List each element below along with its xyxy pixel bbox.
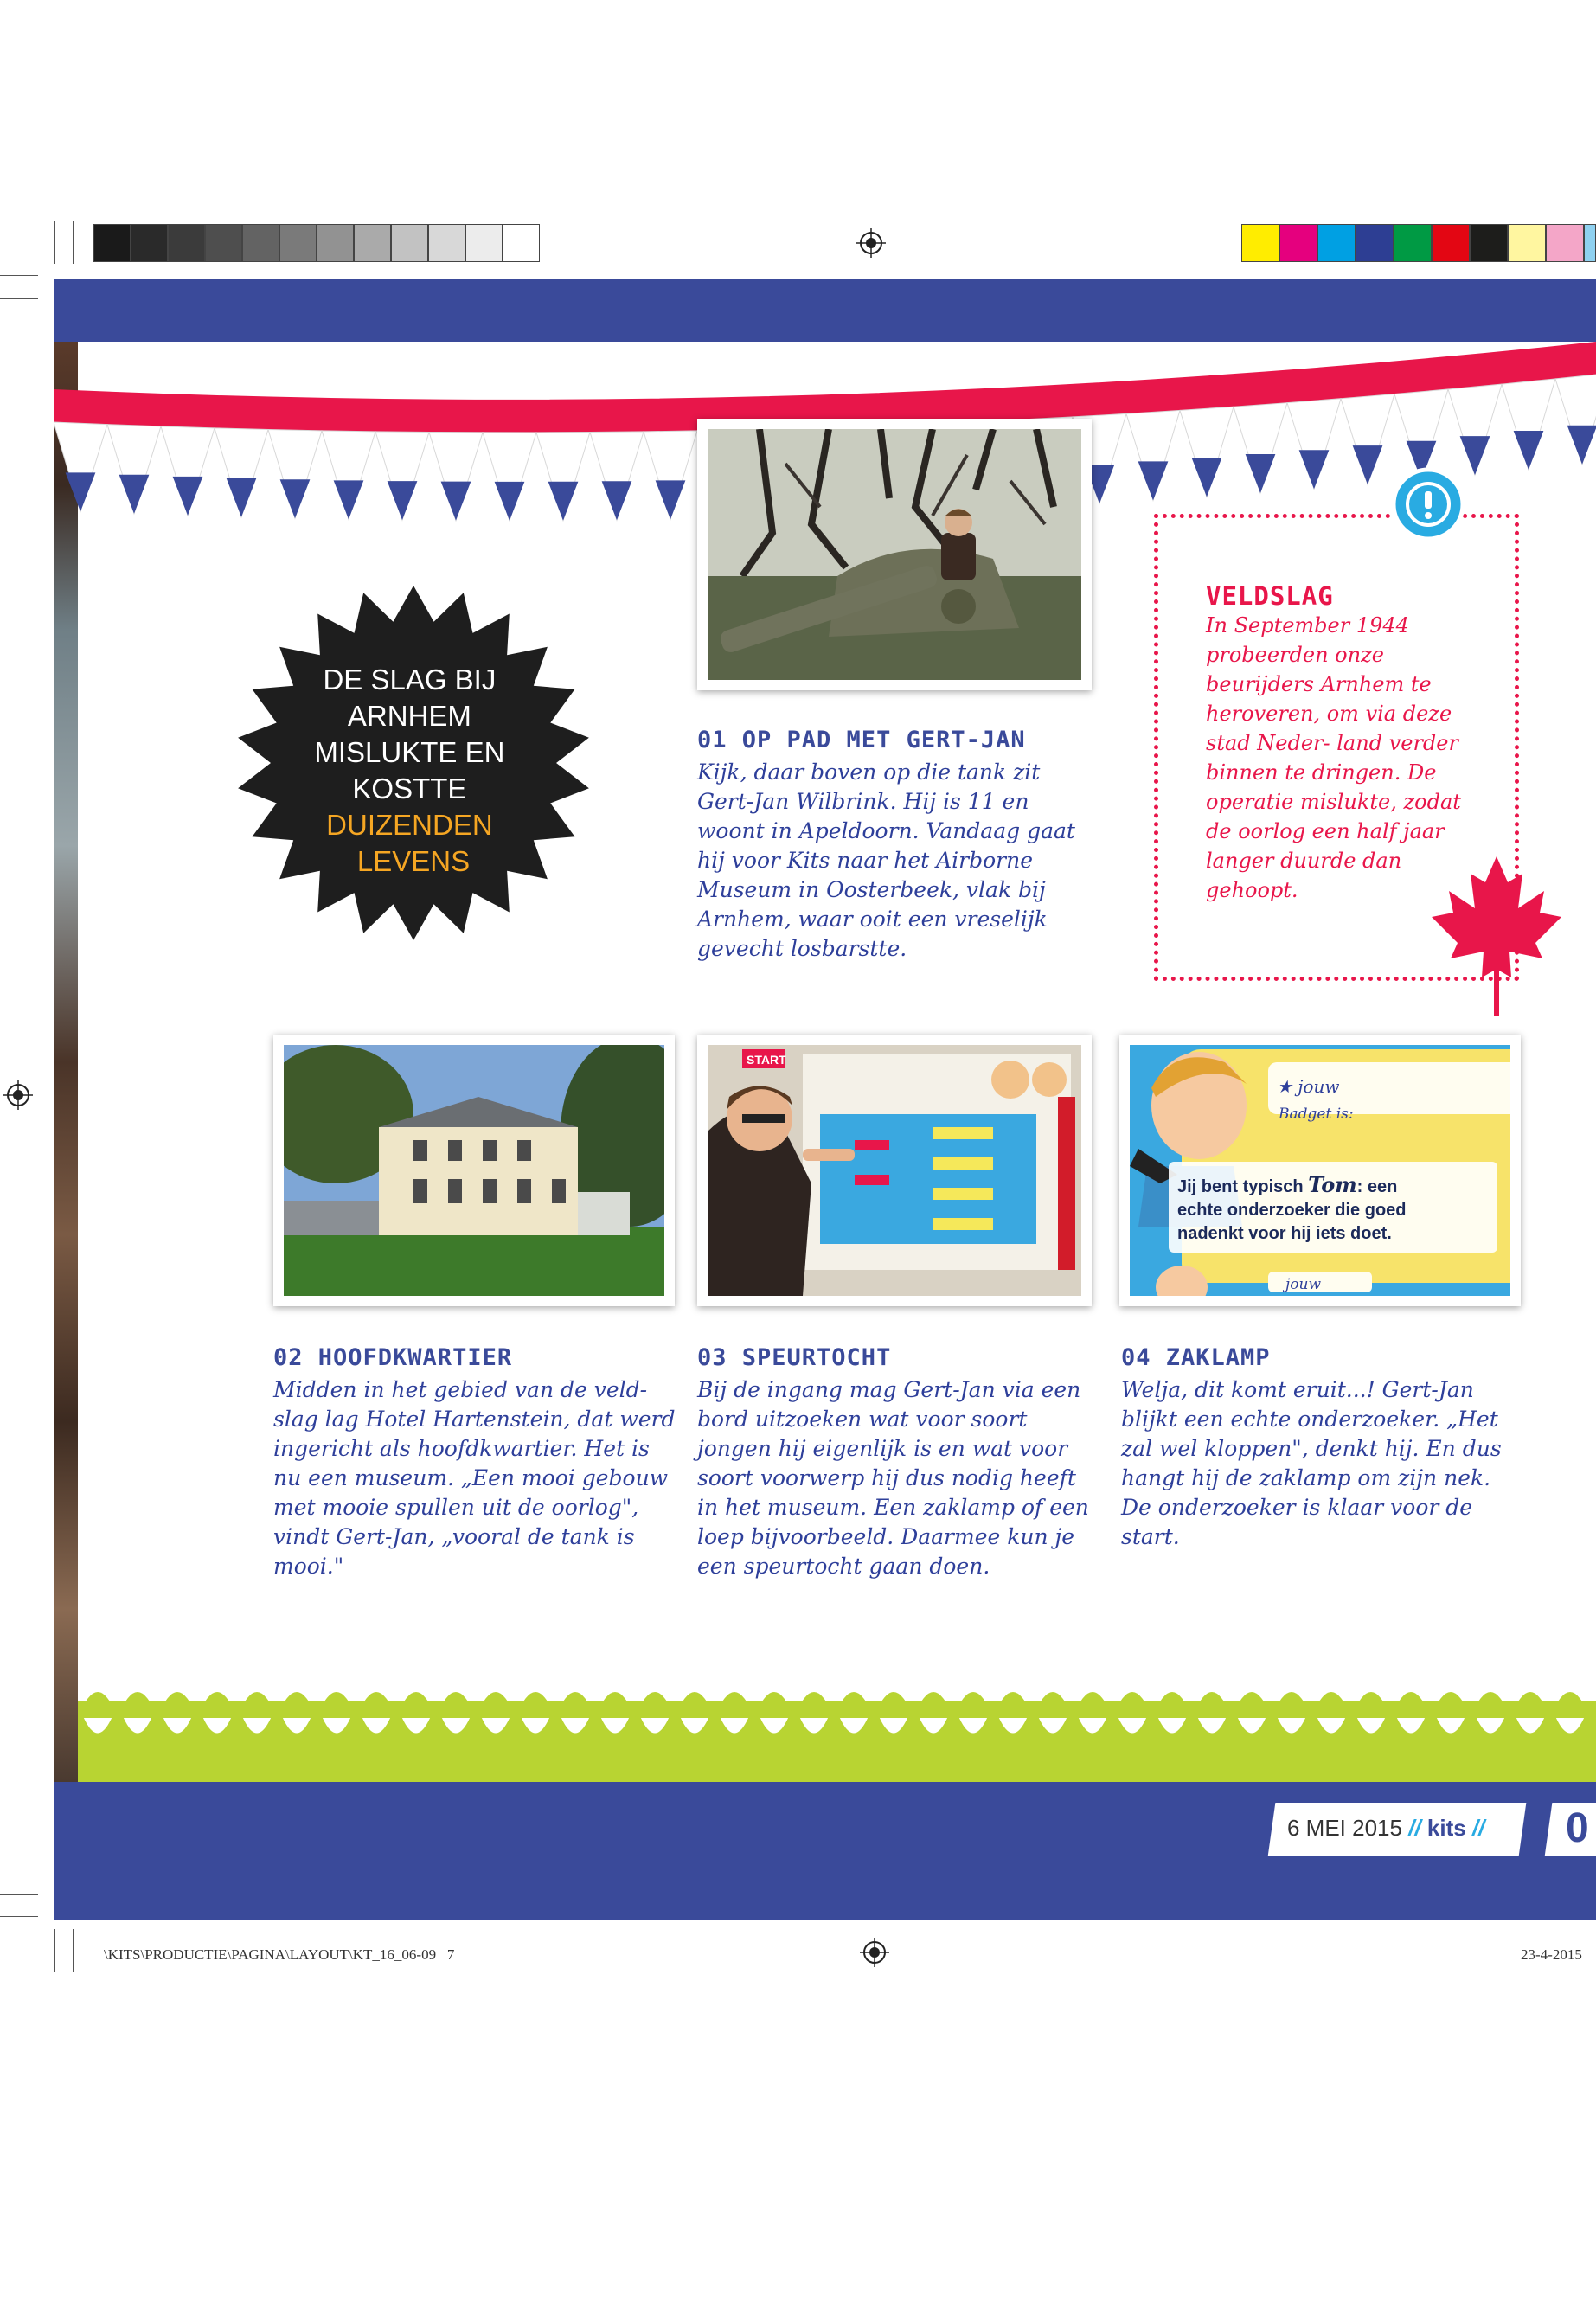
burst-line3: MISLUKTE EN <box>314 736 505 768</box>
color-swatch <box>168 224 205 262</box>
color-swatch <box>1241 224 1279 262</box>
footer-brand: kits <box>1426 1815 1466 1841</box>
bunting-flag-tip <box>173 477 203 516</box>
slug-right: 23-4-2015 <box>1521 1946 1582 1963</box>
badge-jouw2: jouw <box>1285 1276 1322 1293</box>
bunting-flag-tip <box>602 481 632 520</box>
bunting-flag-tip <box>1353 445 1383 484</box>
color-swatch <box>279 224 317 262</box>
bunting-flag-tip <box>227 478 257 517</box>
green-scallop-border <box>78 1666 1596 1782</box>
page-number: 0 <box>1566 1805 1589 1851</box>
bunting-flag-tip <box>334 480 364 519</box>
section-01-text: Kijk, daar boven op die tank zit Gert-Jan Wilbrink. Hij is 11 en woont in Apeldoorn. Vandaag gaat hij voor Kits naar het Airborne Museum in Oosterbeek, vlak bij Arnhem, waar ooit een vreselijk gevecht losbarstte. <box>697 760 1075 961</box>
section-03-text: Bij de ingang mag Gert-Jan via een bord uitzoeken wat voor soort jongen hij eigenlijk is en wat voor soort voorwerp hij dus nodig heeft in het museum. Een zaklamp of een loep bijvoorbeeld. Daarmee kun je een speurtocht gaan doen. <box>697 1377 1089 1579</box>
bunting-flag-tip <box>1514 431 1544 470</box>
bunting-flag-tip <box>1138 461 1169 500</box>
crop-mark <box>0 1894 38 1895</box>
color-swatch <box>317 224 354 262</box>
footer-sep: // <box>1408 1815 1421 1841</box>
registration-mark <box>3 1080 33 1110</box>
badge-jouw: ★ jouw <box>1277 1076 1340 1097</box>
color-swatch <box>1584 224 1596 262</box>
burst-line1: DE SLAG BIJ <box>323 663 497 695</box>
crop-mark <box>73 221 74 264</box>
color-swatch <box>1432 224 1470 262</box>
bunting-flag-tip <box>495 482 525 521</box>
color-swatch <box>131 224 168 262</box>
badge-line1: Jij bent typisch Tom: een <box>1177 1172 1398 1197</box>
photo-tank <box>697 419 1092 690</box>
board-start-label: START <box>747 1053 786 1067</box>
bunting-flag-tip <box>656 480 686 519</box>
color-swatch <box>465 224 503 262</box>
section-04-heading: 04 ZAKLAMP <box>1121 1344 1271 1371</box>
badge-line2: echte onderzoeker die goed <box>1177 1201 1407 1220</box>
section-02-text: Midden in het gebied van de veld- slag lag Hotel Hartenstein, dat werd ingericht als hoofdkwartier. Het is nu een museum. „Een mooi gebouw met mooie spullen uit de oorlog", vindt Gert-Jan, „vooral de tank is mooi." <box>273 1377 676 1579</box>
section-02-heading: 02 HOOFDKWARTIER <box>273 1344 513 1371</box>
section-04-text: Welja, dit komt eruit...! Gert-Jan blijkt een echte onderzoeker. „Het zal wel kloppen", denkt hij. En dus hangt hij de zaklamp om zijn nek. De onderzoeker is klaar voor de start. <box>1121 1377 1502 1549</box>
badge-badget: Badget is: <box>1279 1106 1354 1123</box>
bunting-flag-tip <box>441 482 471 521</box>
registration-mark <box>856 228 886 258</box>
color-swatch <box>1279 224 1317 262</box>
bunting-flag-tip <box>119 475 150 514</box>
photo-board <box>697 1035 1092 1306</box>
color-swatch <box>242 224 279 262</box>
bunting-flag <box>1555 373 1596 464</box>
section-01-heading: 01 OP PAD MET GERT-JAN <box>697 727 1026 753</box>
footer-date: 6 MEI 2015 <box>1287 1815 1402 1841</box>
burst-line4: KOSTTE <box>352 772 467 804</box>
slug-left: \KITS\PRODUCTIE\PAGINA\LAYOUT\KT_16_06-09 7 <box>104 1946 455 1963</box>
crop-mark <box>0 1916 38 1917</box>
color-swatch <box>391 224 428 262</box>
burst-line5: DUIZENDEN <box>326 809 493 841</box>
burst-line6: LEVENS <box>356 845 471 877</box>
starburst-callout <box>232 581 595 945</box>
crop-mark <box>54 1929 55 1972</box>
crop-mark <box>0 275 38 276</box>
bunting-flag-tip <box>1246 454 1276 493</box>
bleed-photo-strip <box>54 342 78 1782</box>
color-swatch <box>1394 224 1432 262</box>
bunting-flag-tip <box>280 479 311 518</box>
bunting-flag-tip <box>1192 458 1222 497</box>
registration-mark <box>860 1938 889 1967</box>
board-illustration <box>708 1045 1081 1296</box>
top-blue-band <box>54 279 1596 342</box>
exclamation-icon <box>1391 467 1465 542</box>
badge-line3: nadenkt voor hij iets doet. <box>1177 1224 1392 1243</box>
bunting-flag-tip <box>1299 450 1330 489</box>
burst-line2: ARNHEM <box>347 700 471 732</box>
color-swatch <box>1546 224 1584 262</box>
info-box-text: In September 1944 probeerden onze beurijders Arnhem te heroveren, om via deze stad Neder- land verder binnen te dringen. De operatie mislukte, zodat de oorlog een half jaar langer duurde dan gehoopt. <box>1206 613 1461 902</box>
crop-mark <box>73 1929 74 1972</box>
color-swatch <box>1317 224 1356 262</box>
color-swatch <box>428 224 465 262</box>
bunting-flag-tip <box>1567 426 1596 465</box>
color-swatch <box>1508 224 1546 262</box>
footer-text <box>1287 1815 1484 1842</box>
color-swatch <box>93 224 131 262</box>
footer-sep: // <box>1471 1815 1485 1841</box>
section-03-heading: 03 SPEURTOCHT <box>697 1344 892 1371</box>
color-swatch <box>1470 224 1508 262</box>
crop-mark <box>0 298 38 299</box>
maple-leaf-icon <box>1432 856 1561 1016</box>
tank-illustration <box>708 429 1081 680</box>
photo-badge <box>1119 1035 1521 1306</box>
bunting-flag-tip <box>66 472 96 511</box>
color-swatch <box>205 224 242 262</box>
photo-hotel <box>273 1035 675 1306</box>
color-swatch <box>503 224 540 262</box>
hotel-illustration <box>284 1045 664 1296</box>
info-box-title: VELDSLAG <box>1206 581 1334 611</box>
color-swatch <box>354 224 391 262</box>
bunting-flag-tip <box>388 481 418 520</box>
color-swatch <box>1356 224 1394 262</box>
bunting-flag-tip <box>548 482 579 521</box>
badge-illustration <box>1130 1045 1510 1296</box>
crop-mark <box>54 221 55 264</box>
